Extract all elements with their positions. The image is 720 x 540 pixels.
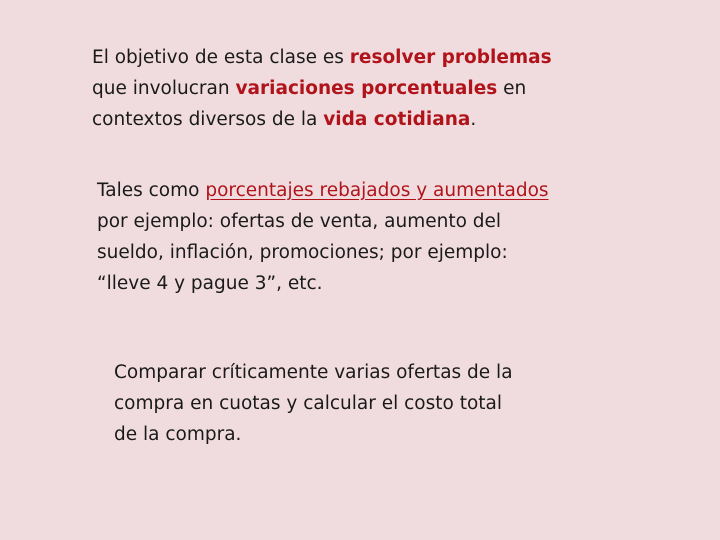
examples-line-4: “lleve 4 y pague 3”, etc. <box>97 273 323 294</box>
highlight-resolver-problemas: resolver problemas <box>349 47 552 68</box>
compare-paragraph <box>114 357 674 450</box>
porcentajes-link[interactable]: porcentajes rebajados y aumentados <box>205 180 549 201</box>
compare-line-2: compra en cuotas y calcular el costo total <box>114 393 503 414</box>
objective-text-2: que involucran <box>92 78 236 99</box>
objective-text-5: . <box>470 109 477 130</box>
objective-text-4: contextos diversos de la <box>92 109 324 130</box>
examples-paragraph <box>97 175 707 299</box>
objective-paragraph <box>92 42 692 135</box>
compare-line-3: de la compra. <box>114 424 242 445</box>
highlight-variaciones-porcentuales: variaciones porcentuales <box>235 78 498 99</box>
objective-text-1: El objetivo de esta clase es <box>92 47 350 68</box>
examples-line-3: sueldo, inflación, promociones; por ejemplo: <box>97 242 508 263</box>
compare-line-1: Comparar críticamente varias ofertas de la <box>114 362 513 383</box>
objective-text-3: en <box>497 78 527 99</box>
highlight-vida-cotidiana: vida cotidiana <box>323 109 471 130</box>
examples-line-2: por ejemplo: ofertas de venta, aumento del <box>97 211 502 232</box>
examples-text-1: Tales como <box>97 180 206 201</box>
